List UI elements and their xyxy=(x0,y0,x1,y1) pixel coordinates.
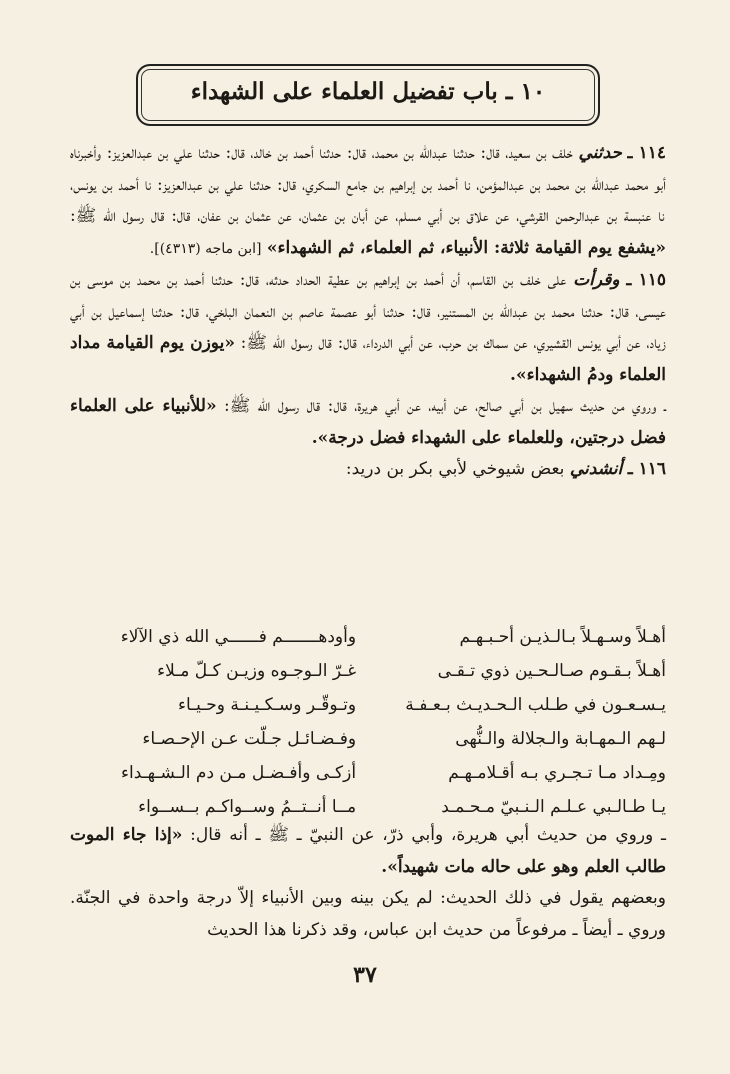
verse-first-hemistich: يـا طـالـبي عـلـم الـنـبيّ مـحـمـد xyxy=(441,797,666,817)
paragraph-114 xyxy=(70,138,666,265)
closing-paragraph xyxy=(70,820,666,883)
narration-keyword: وقرأت xyxy=(573,270,620,290)
poem-verse xyxy=(70,654,666,688)
main-text xyxy=(70,138,666,486)
isnad-text: على خلف بن القاسم، أن أحمد بن إبراهيم بن عطية الحداد حدثه، قال: حدثنا أحمد بن محمد بن موسى بن عيسى، قال: حدثنا محمد بن عبدالله بن المستنير، قال: حدثنا أبو عصمة عاصم بن النعمان البلخي، قال: حدثنا إسماعيل بن أبي زياد، عن أبي يونس القشيري، عن سماك بن حرب، عن أبي الدرداء، قال: قال رسول الله ﷺ: xyxy=(70,270,666,353)
verse-second-hemistich: مــا أنــتــمُ وســواكـم بــســواء xyxy=(138,797,357,817)
paragraph-116 xyxy=(70,454,666,486)
chapter-title: ١٠ ـ باب تفضيل العلماء على الشهداء xyxy=(190,78,546,105)
commentary-text: وبعضهم يقول في ذلك الحديث: لم يكن بينه وبين الأنبياء إلاّ درجة واحدة في الجنّة. وروي ـ أيضاً ـ مرفوعاً من حديث ابن عباس، وقد ذكرنا هذا الحديث xyxy=(70,888,666,940)
paragraph-115 xyxy=(70,265,666,391)
closing-paragraph xyxy=(70,883,666,946)
intro-text: بعض شيوخي لأبي بكر بن دريد: xyxy=(345,459,565,479)
closing-text xyxy=(70,820,666,946)
isnad-text: ـ وروي من حديث سهيل بن أبي صالح، عن أبيه، عن أبي هريرة، قال: قال رسول الله ﷺ: xyxy=(216,396,666,416)
poem-verse xyxy=(70,756,666,790)
hadith-number: ١١٥ ـ xyxy=(626,270,667,290)
verse-first-hemistich: أهـلاً بـقـوم صـالـحـين ذوي تـقـى xyxy=(437,661,666,681)
verse-first-hemistich: أهـلاً وسـهـلاً بـالـذيـن أحـبـهـم xyxy=(459,627,666,647)
verse-second-hemistich: وتـوقّـر وسـكـيـنـة وحـيـاء xyxy=(177,695,357,715)
poem-verse xyxy=(70,620,666,654)
verse-first-hemistich: يـسـعـون في طـلب الـحـديـث بـعـفـة xyxy=(405,695,666,715)
chapter-title-frame xyxy=(136,64,600,126)
hadith-number: ١١٤ ـ xyxy=(627,143,667,163)
narration-keyword: أنشدني xyxy=(569,459,623,479)
poem-verse xyxy=(70,722,666,756)
isnad-text: ـ وروي من حديث أبي هريرة، وأبي ذرّ، عن النبيّ ـ ﷺ ـ أنه قال: xyxy=(182,825,666,845)
hadith-text: «يشفع يوم القيامة ثلاثة: الأنبياء، ثم العلماء، ثم الشهداء» xyxy=(266,237,666,258)
hadith-text: «للأنبياء على العلماء فضل درجتين، وللعلماء على الشهداء فضل درجة». xyxy=(70,396,666,448)
hadith-number: ١١٦ ـ xyxy=(627,459,666,479)
isnad-text: خلف بن سعيد، قال: حدثنا عبدالله بن محمد، قال: حدثنا أحمد بن خالد، قال: حدثنا علي بن عبدالعزيز: وأخبرناه أبو محمد عبدالله بن محمد بن عبدالمؤمن، نا أحمد بن إبراهيم بن جامع السكري، قال: حدثنا علي بن عبدالعزيز: نا أحمد بن يونس، نا عنبسة بن عبدالرحمن القرشي، عن علاق بن أبي مسلم، عن أبان بن عثمان، عن عثمان بن عفان، قال: قال رسول الله ﷺ: xyxy=(70,143,666,226)
poem xyxy=(70,620,666,824)
verse-second-hemistich: أزكـى وأفـضـل مـن دم الـشـهـداء xyxy=(121,763,357,783)
verse-first-hemistich: لـهم الـمهـابة والـجلالة والـنُّهى xyxy=(455,729,666,749)
paragraph-115-b xyxy=(70,391,666,454)
verse-second-hemistich: وفـضـائـل جـلّت عـن الإحـصـاء xyxy=(142,729,357,749)
verse-second-hemistich: وأودهـــــــم فــــــي الله ذي الآلاء xyxy=(120,627,357,647)
verse-second-hemistich: غـرّ الـوجـوه وزيـن كـلّ مـلاء xyxy=(157,661,357,681)
narration-keyword: حدثني xyxy=(578,143,622,163)
verse-first-hemistich: ومِـداد مـا تـجـري بـه أقـلامـهـم xyxy=(448,763,666,783)
hadith-text: «يوزن يوم القيامة مداد العلماء ودمُ الشهداء». xyxy=(70,333,666,385)
hadith-text: «إذا جاء الموت طالب العلم وهو على حاله مات شهيداً». xyxy=(70,825,666,877)
page-number: ٣٧ xyxy=(353,962,377,988)
poem-verse xyxy=(70,688,666,722)
reference: [ابن ماجه (٤٣١٣)]. xyxy=(149,240,262,257)
poem-verse xyxy=(70,790,666,824)
